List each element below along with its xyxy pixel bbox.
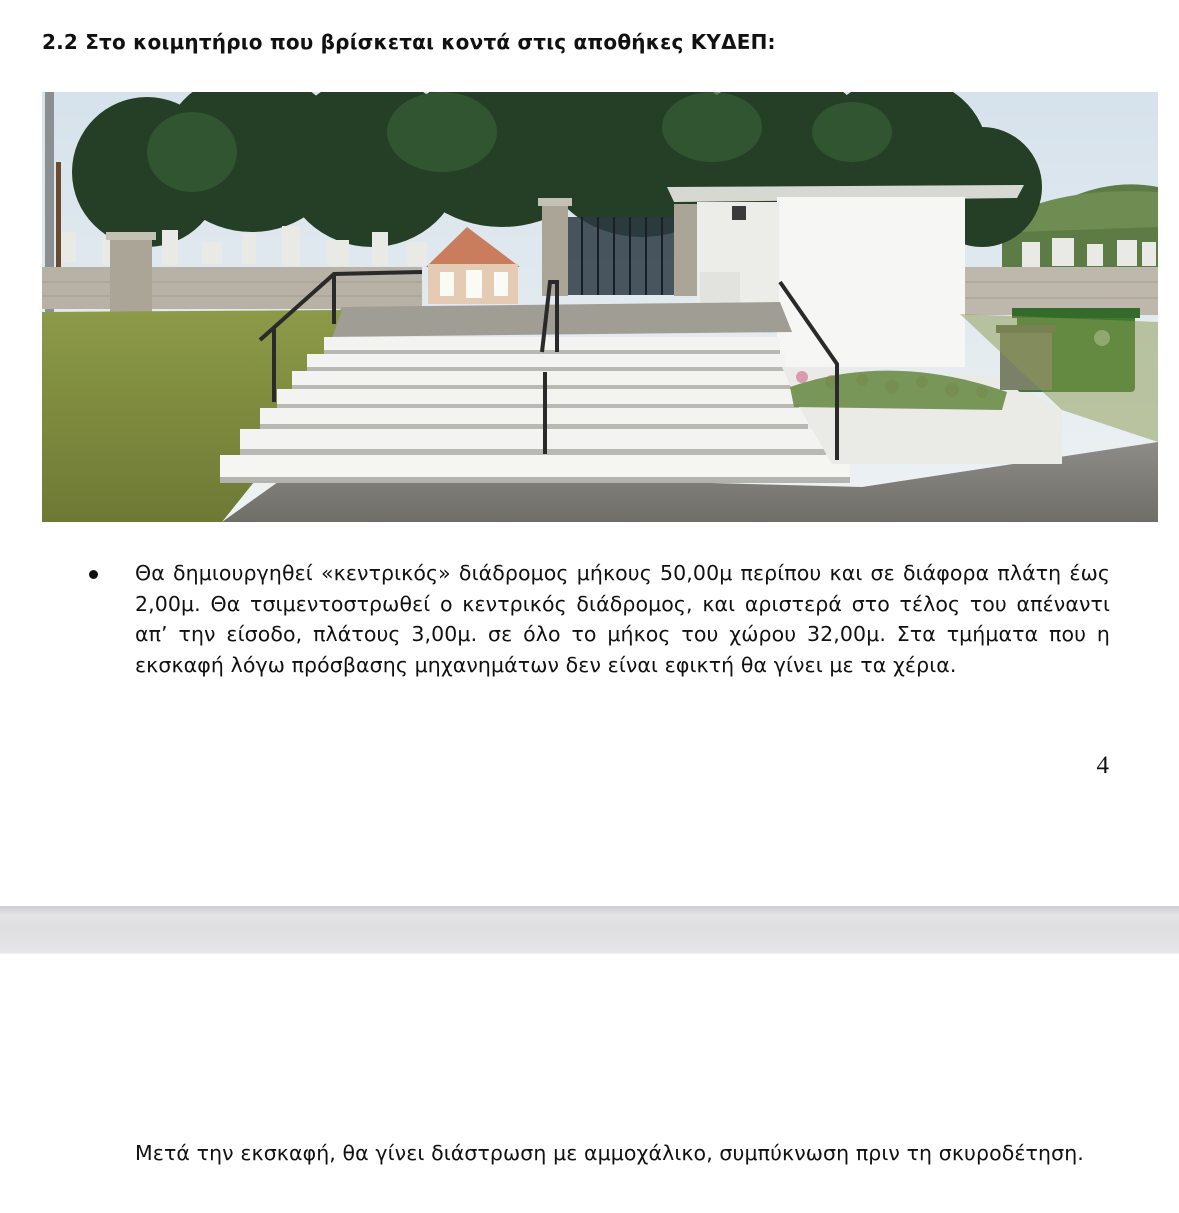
cemetery-entrance-photo	[42, 92, 1158, 522]
next-page-paragraph: Μετά την εκσκαφή, θα γίνει διάστρωση με αμμοχάλικο, συμπύκνωση πριν τη σκυροδέτηση.	[135, 1141, 1084, 1165]
page-separator	[0, 906, 1179, 954]
bullet-text: Θα δημιουργηθεί «κεντρικός» διάδρομος μήκους 50,00μ περίπου και σε διάφορα πλάτη έως 2,00μ. Θα τσιμεντοστρωθεί ο κεντρικός διάδρομος, και αριστερά στο τέλος του απέναντι απ’ την είσοδο, πλάτους 3,00μ. σε όλο το μήκος του χώρου 32,00μ. Στα τμήματα που η εκσκαφή λόγω πρόσβασης μηχανημάτων δεν είναι εφικτή θα γίνει με τα χέρια.	[135, 561, 1110, 677]
section-heading: 2.2 Στο κοιμητήριο που βρίσκεται κοντά στις αποθήκες ΚΥΔΕΠ:	[42, 30, 776, 54]
bullet-point-icon	[89, 570, 98, 579]
page-separator-shadow	[0, 907, 1179, 915]
bullet-list-item	[85, 558, 1110, 680]
page-number: 4	[1096, 752, 1109, 779]
